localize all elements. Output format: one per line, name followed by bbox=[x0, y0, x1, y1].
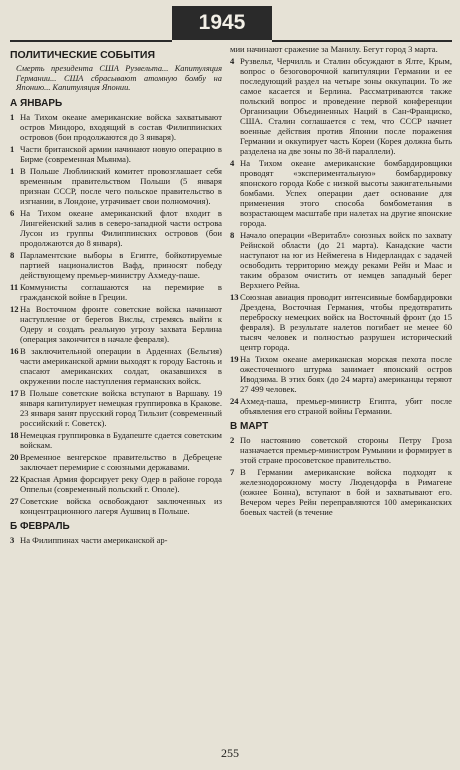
event-day: 1 bbox=[10, 165, 15, 176]
event-entry bbox=[10, 346, 222, 386]
event-day: 8 bbox=[230, 230, 235, 240]
event-text: Части британской армии начинают новую операцию в Бирме (современная Мьянма). bbox=[20, 143, 222, 164]
left-column bbox=[10, 44, 222, 547]
event-entry bbox=[10, 496, 222, 516]
event-text: На Тихом океане американские войска захватывают остров Миндоро, входящий в состав Филиппинских островов (бои продолжаются до 3 января). bbox=[20, 111, 222, 142]
event-entry bbox=[230, 56, 452, 156]
event-text: По настоянию советской стороны Петру Гроза назначается премьер-министром Румынии и формирует в этой стране просоветское правительство. bbox=[240, 435, 452, 465]
event-text: На Тихом океане американские бомбардировщики проводят «экспериментальную» бомбардировку японского города Кобе с низкой высоты зажигательными бомбами. Успех операции дает основание для применения этого способа бомбометания в возрастающем масштабе при налетах на другие японские города. bbox=[240, 158, 452, 228]
event-entry bbox=[230, 435, 452, 465]
event-text: В заключительной операции в Арденнах (Бельгия) части американской армии выходят к городу Бастонь и спасают американских солдат, оказавшихся в окружении после наступления германских войск. bbox=[20, 345, 222, 386]
event-day: 16 bbox=[10, 345, 19, 356]
year-header: 1945 bbox=[172, 6, 272, 40]
event-day: 2 bbox=[230, 435, 235, 445]
event-text: В Польше Люблинский комитет провозглашает себя временным правительством Польши (5 января признан СССР, после чего польское правительство в изгнании, в Лондоне, утрачивает свои полномочия). bbox=[20, 165, 222, 206]
header-rule-right bbox=[272, 40, 452, 42]
event-entry bbox=[10, 208, 222, 248]
event-day: 6 bbox=[10, 207, 15, 218]
event-entry bbox=[10, 452, 222, 472]
event-entry bbox=[10, 388, 222, 428]
month-heading-february: Б ФЕВРАЛЬ bbox=[10, 520, 70, 532]
event-text: Коммунисты соглашаются на перемирие в гражданской войне в Греции. bbox=[20, 281, 222, 302]
event-entry bbox=[10, 166, 222, 206]
event-entry bbox=[230, 396, 452, 416]
event-day: 22 bbox=[10, 473, 19, 484]
event-entry bbox=[230, 354, 452, 394]
event-entry bbox=[10, 250, 222, 280]
event-day: 13 bbox=[230, 292, 239, 302]
event-text: Начало операции «Веритабл» союзных войск по захвату Рейнской области (до 21 марта). Канадские части наступают на юг из Неймегена в Нидерландах с задачей освободить территорию между реками Рейн и Маас и таким образом очистить от немцев западный берег Верхнего Рейна. bbox=[240, 230, 452, 290]
month-heading-january: А ЯНВАРЬ bbox=[10, 97, 63, 109]
event-entry bbox=[10, 474, 222, 494]
event-entry bbox=[10, 144, 222, 164]
january-entries bbox=[10, 112, 222, 516]
event-text: На Филиппинах части американской ар- bbox=[20, 534, 168, 545]
event-entry bbox=[10, 535, 222, 545]
section-intro: Смерть президента США Рузвельта... Капитуляция Германии... США сбрасывают атомную бомбу на Японию... Капитуляция Японии. bbox=[16, 64, 222, 93]
event-text: В Польше советские войска вступают в Варшаву. 19 января капитулирует немецкая группировка в Кракове. 23 января занят прусский город Тильзит (современный российский г. Советск). bbox=[20, 387, 222, 428]
event-entry bbox=[10, 304, 222, 344]
event-day: 27 bbox=[10, 495, 19, 506]
event-text: На Тихом океане американская морская пехота после ожесточенного штурма занимает японский остров Иводзима. В этих боях (до 24 марта) американцы теряют 27 499 человек. bbox=[240, 354, 452, 394]
event-text: Союзная авиация проводит интенсивные бомбардировки Дрездена, Восточная Германия, чтобы предотвратить переброску немецких войск на Восточный фронт (до 15 февраля). В результате налетов погибает не менее 60 тысяч человек и полностью разрушен исторический центр города. bbox=[240, 292, 452, 352]
event-day: 1 bbox=[10, 143, 15, 154]
event-text: Временное венгерское правительство в Дебрецене заключает перемирие с союзными державами. bbox=[20, 451, 222, 472]
event-text: Ахмед-паша, премьер-министр Египта, убит после объявления его страной войны Германии. bbox=[240, 396, 452, 416]
event-day: 12 bbox=[10, 303, 19, 314]
section-title: ПОЛИТИЧЕСКИЕ СОБЫТИЯ bbox=[10, 49, 155, 61]
event-text: Немецкая группировка в Будапеште сдается советским войскам. bbox=[20, 429, 222, 450]
event-day: 17 bbox=[10, 387, 19, 398]
event-text: Парламентские выборы в Египте, бойкотируемые партией националистов Вафд, приносят победу действующему премьер-министру Ахмеду-паше. bbox=[20, 249, 222, 280]
event-day: 20 bbox=[10, 451, 19, 462]
continued-text: мии начинают сражение за Манилу. Бегут город 3 марта. bbox=[230, 44, 438, 54]
event-day: 18 bbox=[10, 429, 19, 440]
event-text: На Тихом океане американский флот входит в Лингейенский залив в северо-западной части острова Лусон из группы Филиппинских островов (бои продолжаются до 8 января). bbox=[20, 207, 222, 248]
event-day: 19 bbox=[230, 354, 239, 364]
event-text: Красная Армия форсирует реку Одер в районе города Оппельн (современный польский г. Ополе). bbox=[20, 473, 222, 494]
event-day: 7 bbox=[230, 467, 235, 477]
event-text: Рузвельт, Черчилль и Сталин обсуждают в Ялте, Крым, вопрос о безоговорочной капитуляции Германии и ее последующий раздел на четыре зоны оккупации. То же самое касается и Берлина. Рассматриваются также польский вопрос и проведение первой конференции Организации Объединенных Наций в Сан-Франциско, США. Сталин соглашается с тем, что СССР начнет военные действия против Японии после поражения Германии и оккупирует часть Кореи (Корея должна быть разделена на две зоны по 38-й параллели). bbox=[240, 56, 452, 156]
month-heading-march: В МАРТ bbox=[230, 421, 269, 432]
event-text: Советские войска освобождают заключенных из концентрационного лагеря Аушвиц в Польше. bbox=[20, 495, 222, 516]
event-entry bbox=[10, 282, 222, 302]
header-rule-left bbox=[10, 40, 172, 42]
event-entry bbox=[230, 230, 452, 290]
right-column bbox=[230, 44, 452, 519]
event-day: 3 bbox=[10, 534, 15, 545]
event-day: 24 bbox=[230, 396, 239, 406]
event-entry bbox=[10, 430, 222, 450]
event-day: 1 bbox=[10, 111, 15, 122]
event-entry bbox=[230, 467, 452, 517]
event-day: 4 bbox=[230, 158, 235, 168]
event-text: На Восточном фронте советские войска начинают наступление от берегов Вислы, стремясь выйти к Одеру и создать реальную угрозу захвата Берлина (операция закончится в начале февраля). bbox=[20, 303, 222, 344]
event-entry bbox=[230, 292, 452, 352]
event-text: В Германии американские войска подходят к железнодорожному мосту Людендорфа в Римагене (южнее Бонна), вступают в бой и захватывают его. Вечером через Рейн переправляются 100 американских боевых частей (в течение bbox=[240, 467, 452, 517]
page-number: 255 bbox=[221, 746, 239, 760]
event-entry bbox=[230, 158, 452, 228]
event-day: 4 bbox=[230, 56, 235, 66]
event-entry bbox=[10, 112, 222, 142]
event-day: 11 bbox=[10, 281, 19, 292]
event-day: 8 bbox=[10, 249, 15, 260]
